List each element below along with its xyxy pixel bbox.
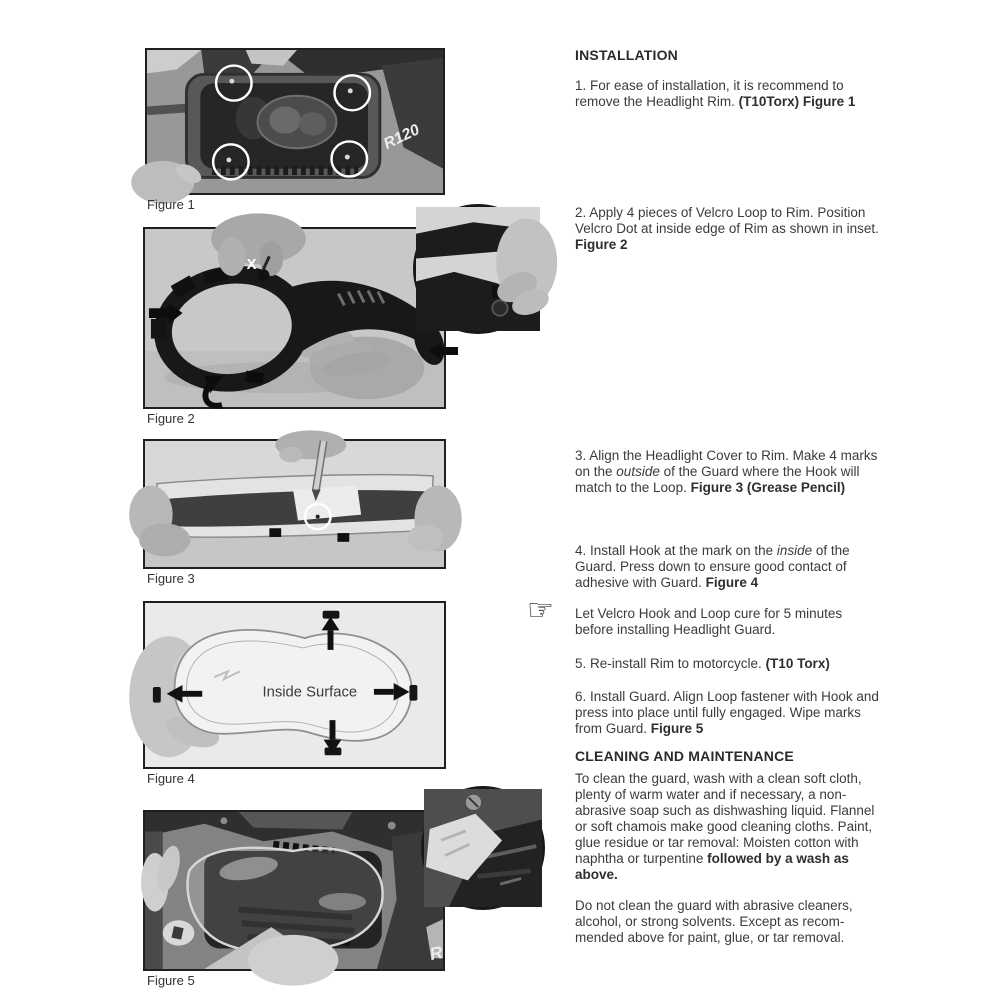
step-1-text: 1. For ease of installation, it is recommend to remove the Headlight Rim. [575, 78, 844, 109]
figure2-inset [413, 204, 543, 334]
figure5-photo [143, 810, 445, 971]
step-4-italic: inside [776, 543, 813, 558]
bike-logo-partial: R [427, 942, 445, 965]
bike-model-logo: R120 [381, 121, 423, 153]
step-3-italic: outside [616, 464, 660, 479]
step-1-ref: (T10Torx) Figure 1 [738, 94, 856, 109]
step-4-text-2: of the Guard. Press down to ensure good contact of adhesive with Guard. [575, 543, 850, 590]
velcro-dot-closeup [492, 300, 507, 315]
step-6-ref: Figure 5 [650, 721, 704, 736]
inside-surface-label: Inside Surface [262, 684, 358, 701]
cleaning-para-1-text: To clean the guard, wash with a clean soft cloth, plenty of warm water and if necessary, a non-abrasive soap such as dishwashing liquid. Flannel or soft chamois make good cleaning cloths. Paint, glue residue or tar removal: Moisten cotton with naphtha or turpentine [575, 771, 875, 866]
cure-note-text: Let Velcro Hook and Loop cure for 5 minutes before installing Headlight Guard. [575, 606, 843, 637]
manicule-icon: ☞ [527, 593, 554, 628]
step-4-text-1: 4. Install Hook at the mark on the [575, 543, 777, 558]
step-5-ref: (T10 Torx) [765, 656, 830, 671]
cure-note [575, 606, 880, 638]
step-6-text: 6. Install Guard. Align Loop fastener with Hook and press into place until fully engaged. Wipe marks from Guard. [575, 689, 879, 736]
figure2-caption: Figure 2 [147, 411, 195, 426]
figure5-caption-text: Figure 5 [147, 973, 195, 988]
step-2 [575, 205, 880, 253]
position-mark: X [246, 257, 257, 274]
installation-heading: INSTALLATION [575, 47, 678, 63]
step-2-ref: Figure 2 [575, 237, 628, 252]
step-5-text: 5. Re-install Rim to motorcycle. [575, 656, 766, 671]
step-3-text-2: of the Guard where the Hook will match to the Loop. [575, 464, 860, 495]
step-3-ref: Figure 3 (Grease Pencil) [690, 480, 846, 495]
figure1-caption: Figure 1 [147, 197, 195, 212]
figure4-photo [143, 601, 446, 769]
figure2-illustration [145, 229, 444, 407]
figure2-photo [143, 227, 446, 409]
step-4-ref: Figure 4 [705, 575, 759, 590]
figure3-photo [143, 439, 446, 569]
figure5-inset [421, 786, 545, 910]
step-6 [575, 689, 880, 737]
figure5-caption [147, 973, 195, 988]
step-4 [575, 543, 880, 591]
cleaning-para-2: Do not clean the guard with abrasive cleaners, alcohol, or strong solvents. Except as recom-mended above for paint, glue, or tar removal. [575, 898, 853, 945]
figure1-illustration [147, 50, 443, 193]
figure2-inset-illustration [416, 207, 540, 331]
velcro-dot [257, 269, 269, 281]
figure4-illustration [145, 603, 444, 767]
step-3 [575, 448, 880, 496]
figure5-inset-illustration [424, 789, 542, 907]
figure4-caption: Figure 4 [147, 771, 195, 786]
cleaning-para-1-bold: followed by a wash as above. [575, 851, 849, 882]
figure5-illustration [145, 812, 443, 969]
step-5 [575, 656, 880, 672]
cleaning-para-1 [575, 771, 880, 883]
step-2-text: 2. Apply 4 pieces of Velcro Loop to Rim. Position Velcro Dot at inside edge of Rim as shown in inset. [575, 205, 879, 236]
step-3-text-1: 3. Align the Headlight Cover to Rim. Make 4 marks on the [575, 448, 878, 479]
figure3-illustration [145, 441, 444, 567]
cleaning-heading: CLEANING AND MAINTENANCE [575, 748, 794, 764]
step-1 [575, 78, 880, 110]
right-arrow [428, 342, 458, 360]
figure1-photo [145, 48, 445, 195]
figure3-caption: Figure 3 [147, 571, 195, 586]
